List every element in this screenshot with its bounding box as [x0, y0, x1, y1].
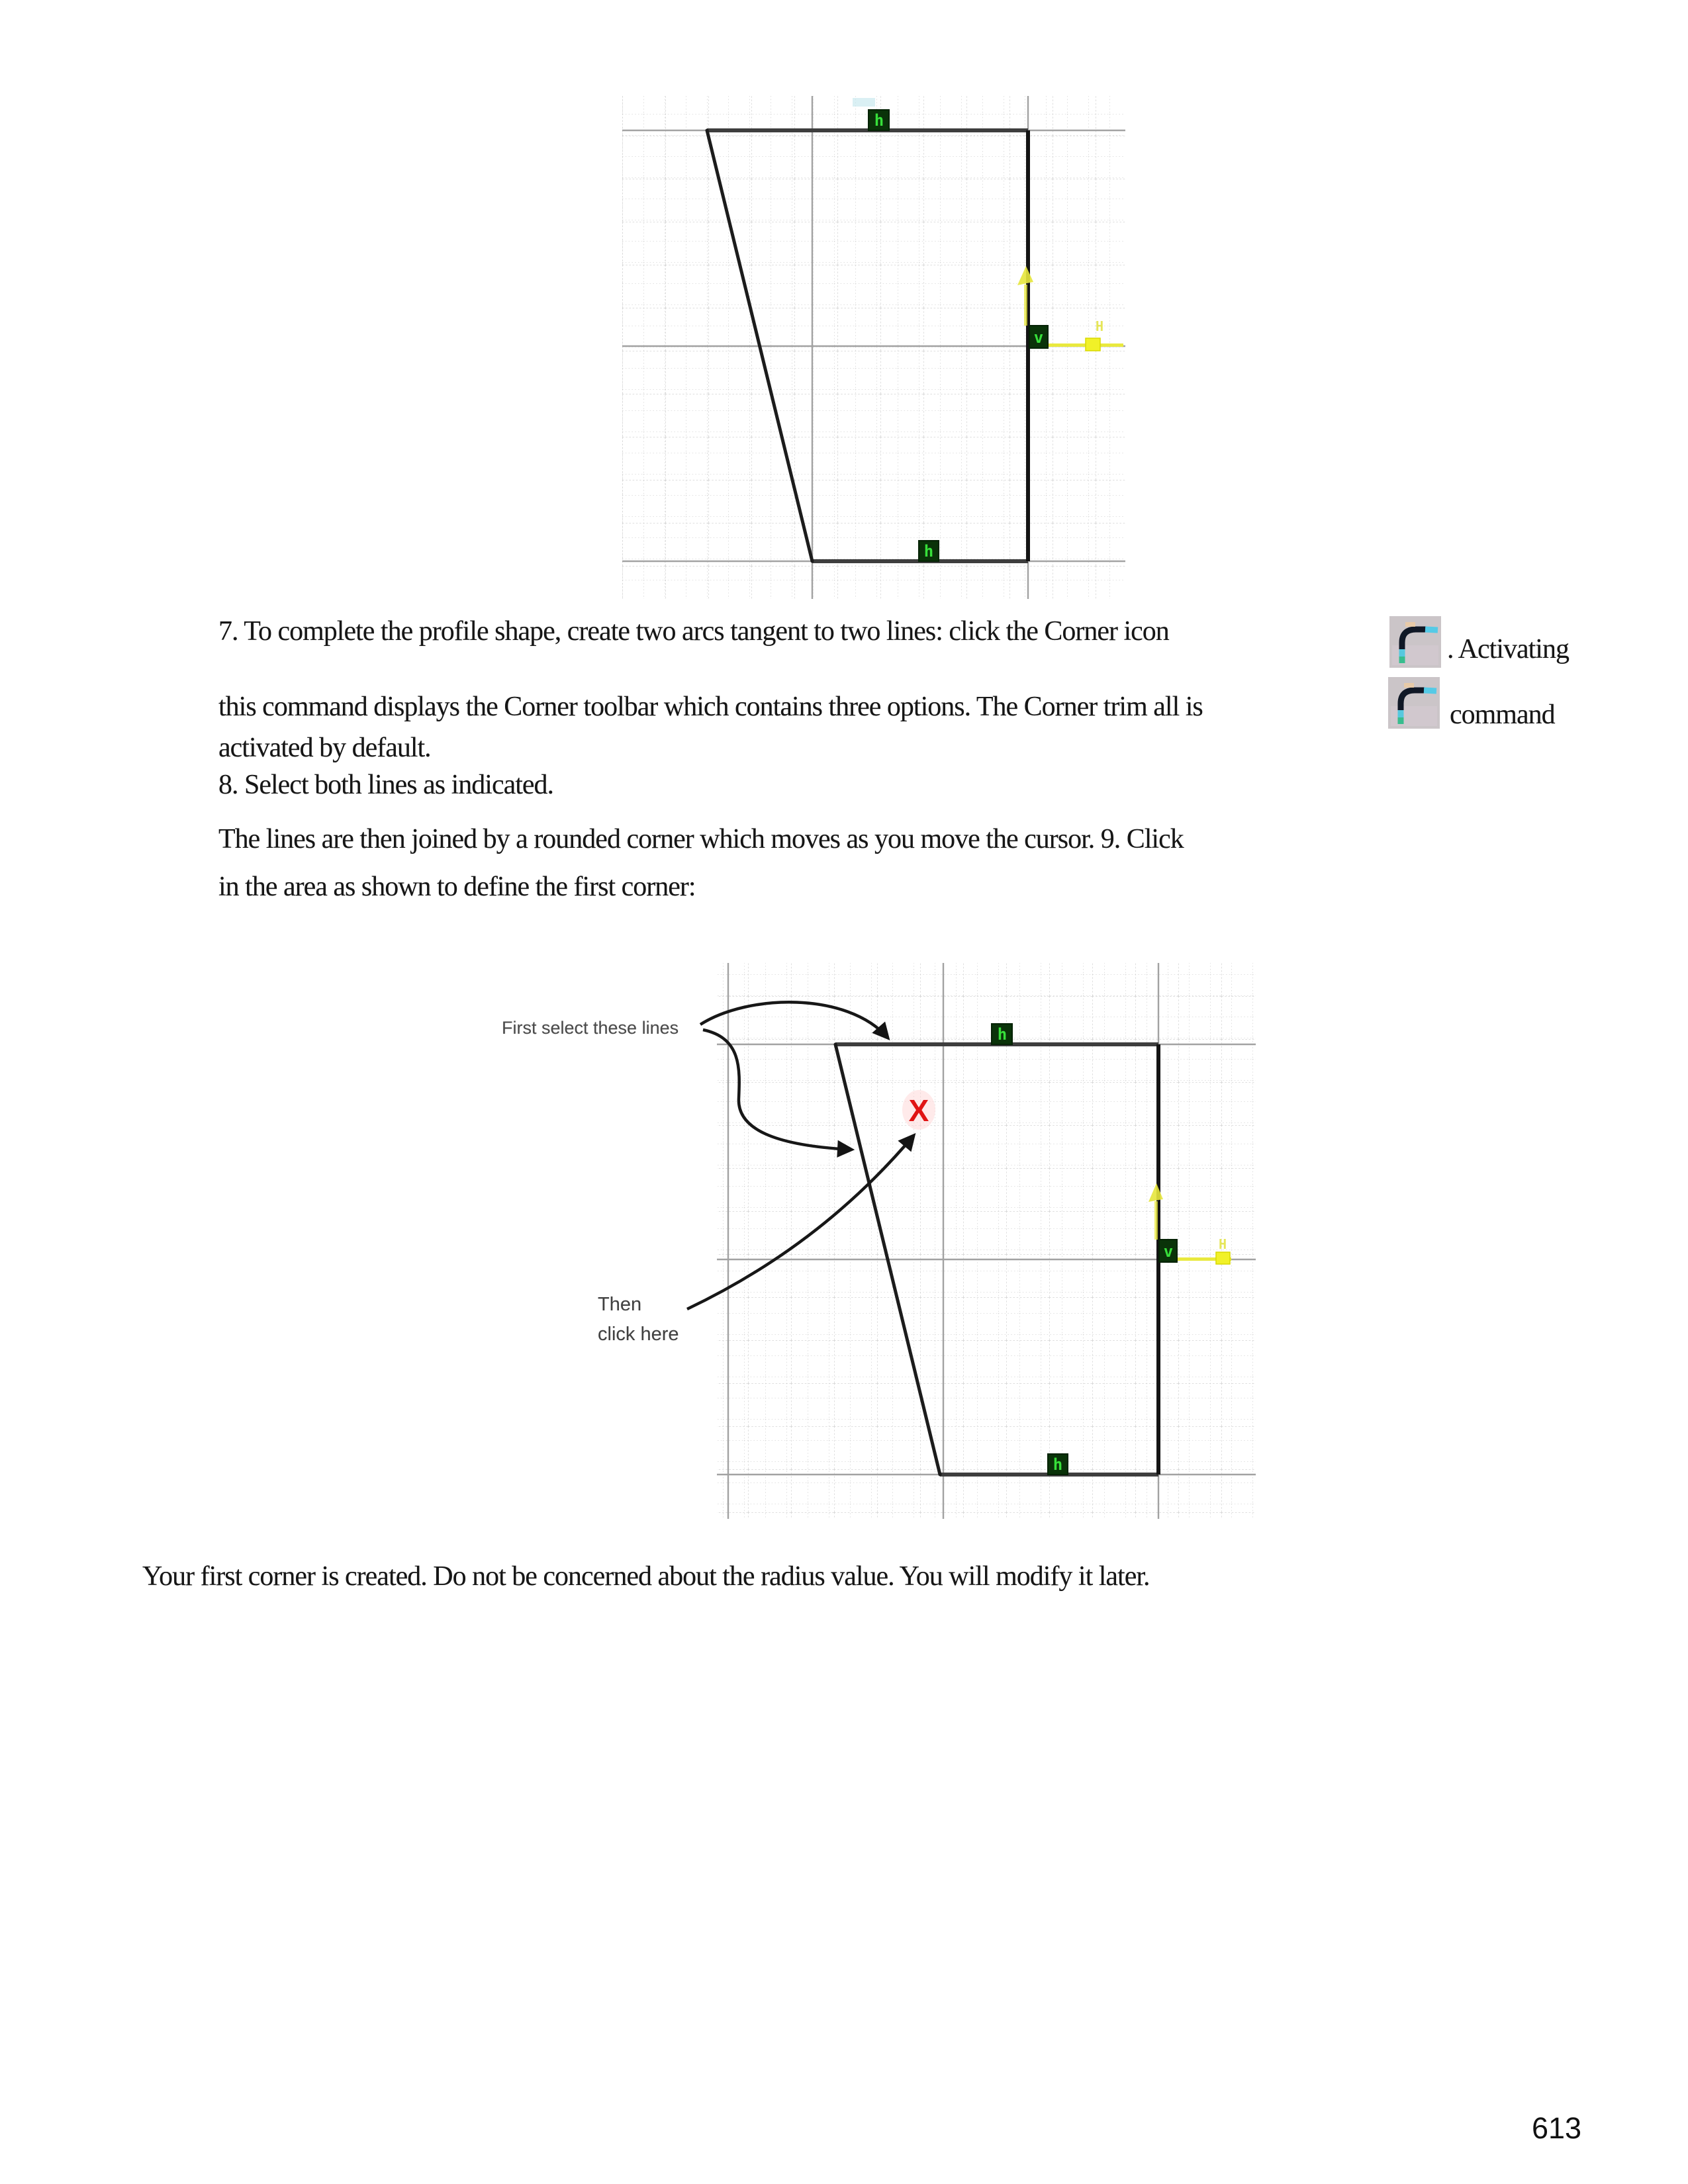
constraint-letter: h — [997, 1025, 1008, 1044]
corner-icon[interactable] — [1389, 616, 1441, 668]
step7-text-line3: activated by default. — [218, 733, 431, 763]
scan-artifact-smudge — [853, 98, 875, 107]
step8-text: 8. Select both lines as indicated. — [218, 770, 554, 800]
closing-text: Your first corner is created. Do not be concerned about the radius value. You will modify it later. — [142, 1561, 1150, 1592]
constraint-letter: v — [1163, 1242, 1174, 1261]
corner-selection-canvas — [490, 953, 1258, 1522]
sketch-grid — [622, 96, 1125, 599]
axis-vertical-yellow — [1154, 1201, 1158, 1240]
step7-text-line2: this command displays the Corner toolbar which contains three options. The Corner trim all is — [218, 692, 1203, 722]
axis-origin-square-yellow — [1216, 1252, 1230, 1264]
click-target — [902, 1090, 935, 1130]
constraint-letter: h — [1053, 1455, 1063, 1474]
corner-icon[interactable] — [1388, 677, 1440, 729]
constraint-letter: h — [923, 542, 934, 561]
annotation-first-select-label: First select these lines — [502, 1018, 679, 1038]
axis-vertical-yellow — [1024, 285, 1027, 326]
page-number: 613 — [1532, 2111, 1582, 2145]
profile-sketch-canvas — [622, 93, 1125, 601]
step9-text-line2: in the area as shown to define the first corner: — [218, 872, 696, 902]
step7-after-icon2-text: command — [1450, 700, 1555, 730]
figure-corner-selection — [490, 953, 1258, 1522]
constraint-letter: v — [1033, 328, 1044, 347]
corner-icon-glyph — [1388, 677, 1440, 729]
axis-origin-square-yellow — [1086, 338, 1100, 351]
axis-h-label: H — [1095, 318, 1104, 334]
annotation-then-label: Then — [598, 1294, 642, 1315]
step7-after-icon-text: . Activating — [1447, 634, 1569, 664]
constraint-letter: h — [874, 111, 884, 130]
corner-icon-glyph — [1389, 616, 1441, 668]
step9-text-line1: The lines are then joined by a rounded corner which moves as you move the cursor. 9. Click — [218, 824, 1184, 854]
axis-h-label: H — [1218, 1236, 1227, 1252]
figure-profile-sketch — [622, 93, 1125, 601]
click-target-x-marker[interactable]: X — [908, 1093, 929, 1128]
annotation-click-here-label: click here — [598, 1324, 679, 1345]
step7-text-line1: 7. To complete the profile shape, create two arcs tangent to two lines: click the Corner icon — [218, 616, 1169, 647]
